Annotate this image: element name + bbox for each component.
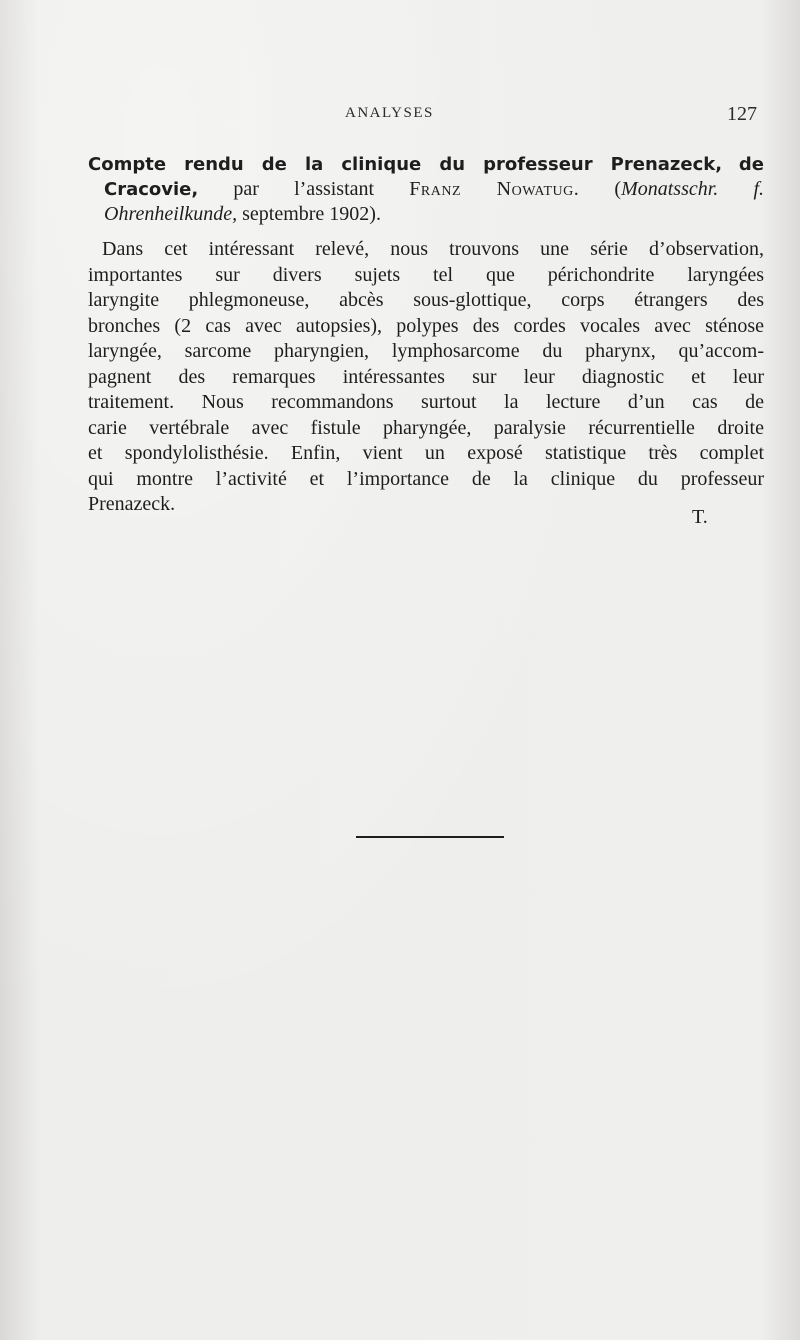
entry-header-line-1 <box>88 152 764 177</box>
running-head <box>0 105 800 131</box>
body-line-6: pagnent des remarques intéressantes sur leur diagnostic et leur <box>88 365 764 388</box>
body-line-9: et spondylolisthésie. Enfin, vient un exposé statistique très complet <box>88 442 764 464</box>
entry-journal-open: ( <box>614 178 622 200</box>
body-line-2: importantes sur divers sujets tel que périchondrite laryngées <box>88 263 764 286</box>
entry-title: Compte rendu de la clinique du professeur Prenazeck, <box>88 154 723 175</box>
entry-by: par l’assistant <box>233 178 375 200</box>
entry-header-line-3 <box>88 202 764 227</box>
entry-author: Franz Nowatug. <box>409 178 580 200</box>
body-line-10: qui montre l’activité et l’importance de la clinique du professeur <box>88 467 764 490</box>
reviewer-signature: T. <box>692 506 708 528</box>
section-divider <box>356 836 504 838</box>
entry-header-line-2 <box>88 177 764 202</box>
body-paragraph <box>88 237 764 518</box>
body-line-8: carie vertébrale avec fistule pharyngée, paralysie récurrentielle droite <box>88 416 764 439</box>
entry-title-continued: de <box>738 154 764 175</box>
entry-journal-name: Monatsschr. f. <box>621 178 765 200</box>
entry-header <box>88 152 764 227</box>
running-title: ANALYSES <box>345 105 434 121</box>
body-line-7: traitement. Nous recommandons surtout la lecture d’un cas de <box>88 391 764 413</box>
entry-journal-date: septembre 1902). <box>242 203 381 225</box>
page-number: 127 <box>727 103 757 125</box>
body-line-3: laryngite phlegmoneuse, abcès sous-glottique, corps étrangers des <box>88 289 764 311</box>
entry-title-city: Cracovie, <box>104 179 199 200</box>
body-line-5: laryngée, sarcome pharyngien, lymphosarcome du pharynx, qu’accom- <box>88 340 764 362</box>
body-line-11: Prenazeck. <box>88 493 176 515</box>
body-line-1: Dans cet intéressant relevé, nous trouvons une série d’observation, <box>102 238 764 260</box>
body-line-4: bronches (2 cas avec autopsies), polypes des cordes vocales avec sténose <box>88 314 764 337</box>
entry-journal-name-continued: Ohrenheilkunde, <box>104 203 238 225</box>
